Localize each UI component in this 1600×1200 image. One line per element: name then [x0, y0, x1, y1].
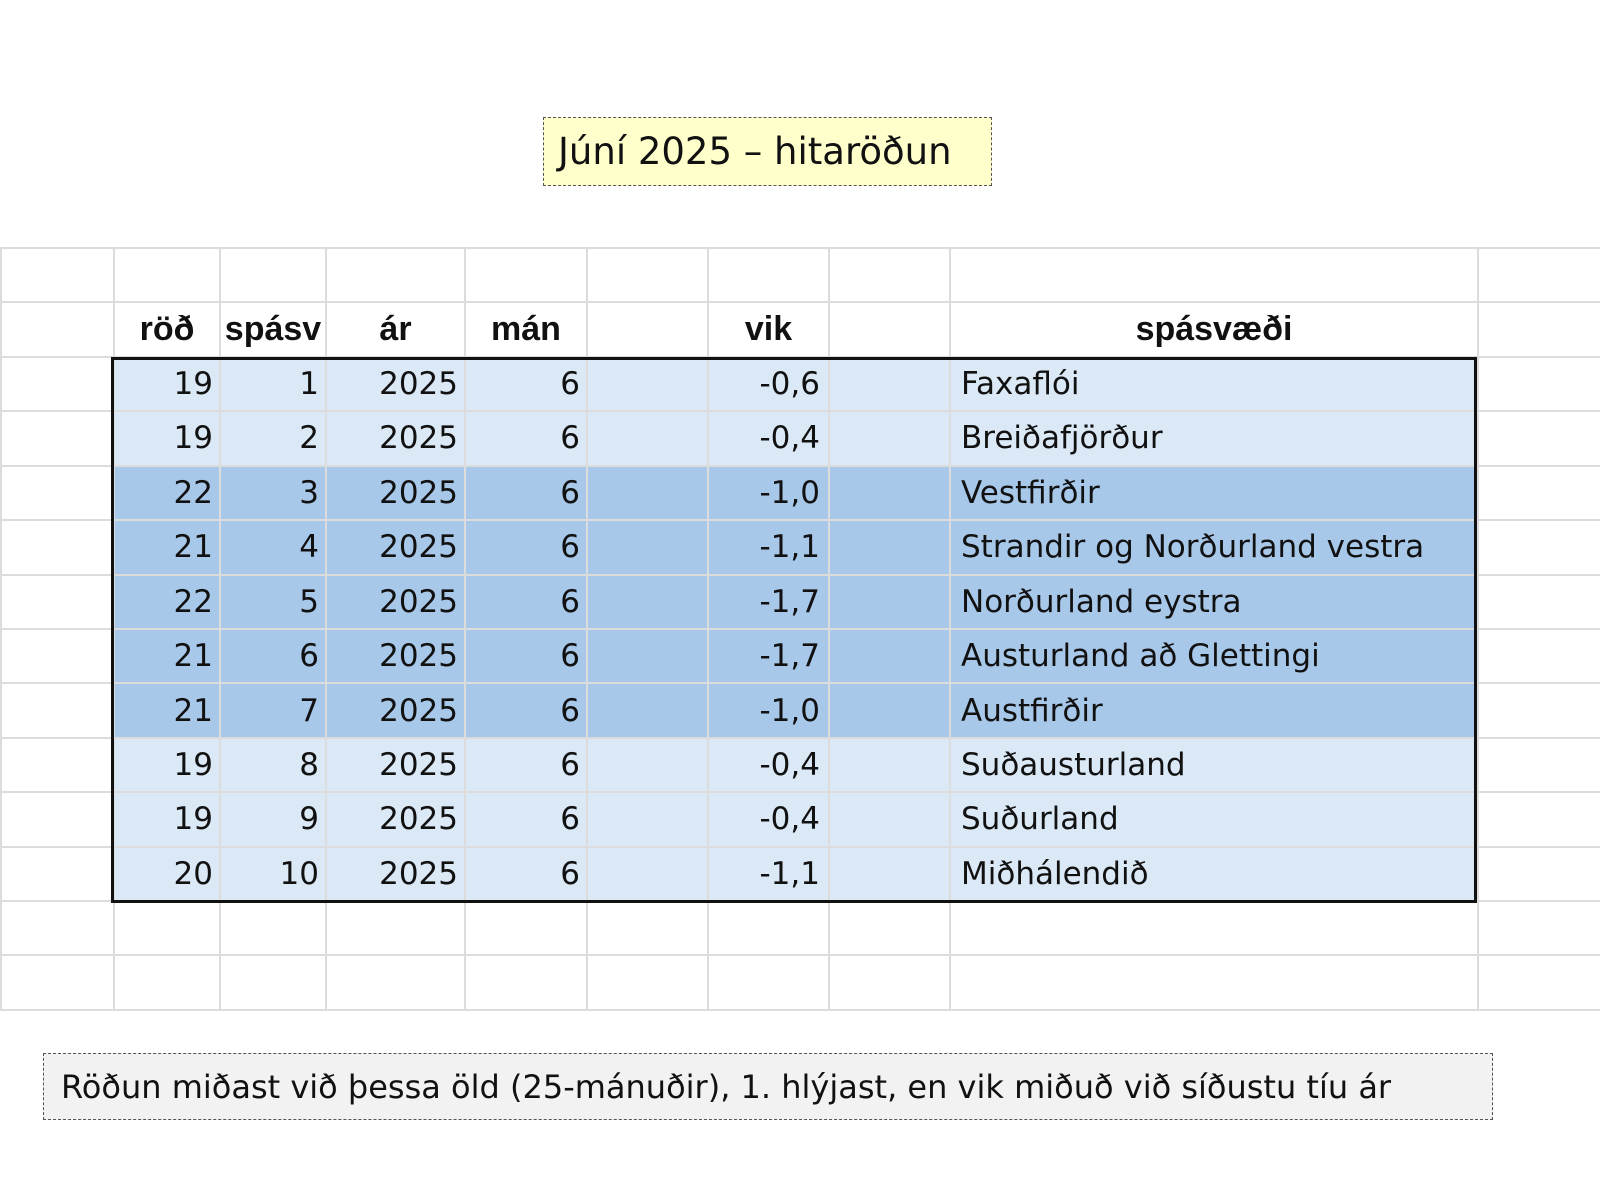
- cell[interactable]: [1478, 847, 1600, 901]
- cell[interactable]: [1, 466, 114, 520]
- cell-rod[interactable]: 21: [114, 520, 220, 574]
- cell-man[interactable]: 6: [465, 575, 587, 629]
- cell[interactable]: [1, 520, 114, 574]
- cell[interactable]: [829, 792, 950, 846]
- cell[interactable]: [587, 411, 708, 465]
- cell-rod[interactable]: 19: [114, 792, 220, 846]
- cell[interactable]: [1478, 575, 1600, 629]
- cell[interactable]: [465, 901, 587, 955]
- cell-ar[interactable]: 2025: [326, 738, 465, 792]
- cell-spasvaedi[interactable]: Miðhálendið: [950, 847, 1478, 901]
- cell-spasvaedi[interactable]: Suðurland: [950, 792, 1478, 846]
- cell-rod[interactable]: 22: [114, 575, 220, 629]
- cell-spasvaedi[interactable]: Breiðafjörður: [950, 411, 1478, 465]
- cell[interactable]: [587, 466, 708, 520]
- header-man[interactable]: mán: [465, 302, 587, 356]
- cell-man[interactable]: 6: [465, 629, 587, 683]
- cell[interactable]: [587, 629, 708, 683]
- cell[interactable]: [1, 575, 114, 629]
- cell-vik[interactable]: -1,1: [708, 520, 829, 574]
- cell-rod[interactable]: 22: [114, 466, 220, 520]
- table-row: [1, 738, 1600, 792]
- cell[interactable]: [829, 411, 950, 465]
- cell-spasv[interactable]: 6: [220, 629, 326, 683]
- cell[interactable]: [465, 248, 587, 302]
- cell[interactable]: [829, 466, 950, 520]
- header-vik[interactable]: vik: [708, 302, 829, 356]
- cell[interactable]: [1, 357, 114, 411]
- cell-spasvaedi[interactable]: Austurland að Glettingi: [950, 629, 1478, 683]
- cell-spasvaedi[interactable]: Austfirðir: [950, 683, 1478, 737]
- cell[interactable]: [829, 901, 950, 955]
- cell[interactable]: [114, 248, 220, 302]
- cell-spasv[interactable]: 7: [220, 683, 326, 737]
- cell-ar[interactable]: 2025: [326, 575, 465, 629]
- page-title: Júní 2025 – hitaröðun: [558, 130, 952, 173]
- cell[interactable]: [1, 738, 114, 792]
- cell[interactable]: [708, 955, 829, 1010]
- cell[interactable]: [829, 357, 950, 411]
- cell-vik[interactable]: -1,7: [708, 629, 829, 683]
- table-row: [1, 683, 1600, 737]
- cell-man[interactable]: 6: [465, 411, 587, 465]
- table-row: [1, 792, 1600, 846]
- cell[interactable]: [1478, 411, 1600, 465]
- cell-spasvaedi[interactable]: Faxaflói: [950, 357, 1478, 411]
- cell-man[interactable]: 6: [465, 466, 587, 520]
- cell[interactable]: [587, 738, 708, 792]
- header-spasv[interactable]: spásv: [220, 302, 326, 356]
- cell-vik[interactable]: -1,1: [708, 847, 829, 901]
- cell-vik[interactable]: -1,0: [708, 683, 829, 737]
- cell-rod[interactable]: 19: [114, 357, 220, 411]
- cell[interactable]: [1, 683, 114, 737]
- cell[interactable]: [708, 248, 829, 302]
- header-row: [1, 302, 1600, 356]
- cell[interactable]: [829, 629, 950, 683]
- cell[interactable]: [950, 248, 1478, 302]
- cell-ar[interactable]: 2025: [326, 792, 465, 846]
- cell-man[interactable]: 6: [465, 738, 587, 792]
- cell-man[interactable]: 6: [465, 847, 587, 901]
- cell[interactable]: [829, 520, 950, 574]
- cell-man[interactable]: 6: [465, 357, 587, 411]
- cell[interactable]: [1478, 248, 1600, 302]
- cell[interactable]: [1, 847, 114, 901]
- cell[interactable]: [326, 955, 465, 1010]
- table-row: [1, 466, 1600, 520]
- cell[interactable]: [1, 248, 114, 302]
- cell-ar[interactable]: 2025: [326, 629, 465, 683]
- cell[interactable]: [1478, 901, 1600, 955]
- grid-row-empty: [1, 248, 1600, 302]
- note-text: Röðun miðast við þessa öld (25-mánuðir), 1. hlýjast, en vik miðuð við síðustu tíu ár: [61, 1067, 1392, 1106]
- cell-vik[interactable]: -0,4: [708, 792, 829, 846]
- cell[interactable]: [587, 683, 708, 737]
- cell[interactable]: [1, 901, 114, 955]
- cell-vik[interactable]: -0,4: [708, 738, 829, 792]
- cell[interactable]: [1478, 792, 1600, 846]
- cell[interactable]: [829, 683, 950, 737]
- cell[interactable]: [1478, 955, 1600, 1010]
- cell[interactable]: [587, 357, 708, 411]
- header-rod[interactable]: röð: [114, 302, 220, 356]
- cell[interactable]: [587, 901, 708, 955]
- cell-ar[interactable]: 2025: [326, 357, 465, 411]
- cell-spasv[interactable]: 3: [220, 466, 326, 520]
- cell-ar[interactable]: 2025: [326, 466, 465, 520]
- cell-man[interactable]: 6: [465, 520, 587, 574]
- cell[interactable]: [1, 629, 114, 683]
- cell[interactable]: [1478, 738, 1600, 792]
- cell-ar[interactable]: 2025: [326, 411, 465, 465]
- cell[interactable]: [220, 955, 326, 1010]
- cell[interactable]: [708, 901, 829, 955]
- cell[interactable]: [465, 955, 587, 1010]
- table-row: [1, 629, 1600, 683]
- cell-rod[interactable]: 21: [114, 683, 220, 737]
- cell-vik[interactable]: -0,4: [708, 411, 829, 465]
- grid-row-empty: [1, 955, 1600, 1010]
- cell-spasvaedi[interactable]: Vestfirðir: [950, 466, 1478, 520]
- title-box: [543, 117, 992, 186]
- table-row: [1, 357, 1600, 411]
- cell[interactable]: [220, 248, 326, 302]
- cell-rod[interactable]: 20: [114, 847, 220, 901]
- table-row: [1, 847, 1600, 901]
- cell[interactable]: [829, 575, 950, 629]
- cell-man[interactable]: 6: [465, 683, 587, 737]
- cell-vik[interactable]: -1,7: [708, 575, 829, 629]
- cell[interactable]: [829, 302, 950, 356]
- cell[interactable]: [587, 302, 708, 356]
- cell-spasvaedi[interactable]: Norðurland eystra: [950, 575, 1478, 629]
- cell[interactable]: [587, 792, 708, 846]
- cell[interactable]: [1478, 466, 1600, 520]
- cell[interactable]: [1478, 302, 1600, 356]
- cell[interactable]: [1478, 357, 1600, 411]
- cell[interactable]: [587, 847, 708, 901]
- cell[interactable]: [950, 901, 1478, 955]
- cell-spasvaedi[interactable]: Suðausturland: [950, 738, 1478, 792]
- cell[interactable]: [587, 520, 708, 574]
- cell[interactable]: [587, 955, 708, 1010]
- cell[interactable]: [1, 955, 114, 1010]
- cell-rod[interactable]: 19: [114, 738, 220, 792]
- cell[interactable]: [326, 248, 465, 302]
- cell-spasv[interactable]: 5: [220, 575, 326, 629]
- cell-rod[interactable]: 19: [114, 411, 220, 465]
- cell-spasv[interactable]: 1: [220, 357, 326, 411]
- cell-vik[interactable]: -1,0: [708, 466, 829, 520]
- cell-spasv[interactable]: 10: [220, 847, 326, 901]
- cell-spasv[interactable]: 4: [220, 520, 326, 574]
- header-spasvaedi[interactable]: spásvæði: [950, 302, 1478, 356]
- cell-ar[interactable]: 2025: [326, 847, 465, 901]
- spreadsheet-grid: [0, 247, 1600, 1011]
- cell[interactable]: [829, 738, 950, 792]
- cell-spasv[interactable]: 2: [220, 411, 326, 465]
- cell-vik[interactable]: -0,6: [708, 357, 829, 411]
- cell[interactable]: [829, 248, 950, 302]
- cell[interactable]: [829, 847, 950, 901]
- cell[interactable]: [114, 901, 220, 955]
- table-row: [1, 411, 1600, 465]
- note-box: [43, 1053, 1493, 1120]
- table-row: [1, 575, 1600, 629]
- cell[interactable]: [220, 901, 326, 955]
- cell-spasv[interactable]: 9: [220, 792, 326, 846]
- cell-rod[interactable]: 21: [114, 629, 220, 683]
- table-row: [1, 520, 1600, 574]
- cell[interactable]: [1, 411, 114, 465]
- cell-ar[interactable]: 2025: [326, 520, 465, 574]
- cell-man[interactable]: 6: [465, 792, 587, 846]
- cell[interactable]: [1478, 629, 1600, 683]
- cell[interactable]: [1, 302, 114, 356]
- cell[interactable]: [1, 792, 114, 846]
- cell[interactable]: [950, 955, 1478, 1010]
- header-ar[interactable]: ár: [326, 302, 465, 356]
- cell-ar[interactable]: 2025: [326, 683, 465, 737]
- cell-spasv[interactable]: 8: [220, 738, 326, 792]
- cell[interactable]: [1478, 683, 1600, 737]
- cell[interactable]: [587, 575, 708, 629]
- cell[interactable]: [1478, 520, 1600, 574]
- cell[interactable]: [326, 901, 465, 955]
- grid-row-empty: [1, 901, 1600, 955]
- cell[interactable]: [114, 955, 220, 1010]
- cell-spasvaedi[interactable]: Strandir og Norðurland vestra: [950, 520, 1478, 574]
- cell[interactable]: [587, 248, 708, 302]
- cell[interactable]: [829, 955, 950, 1010]
